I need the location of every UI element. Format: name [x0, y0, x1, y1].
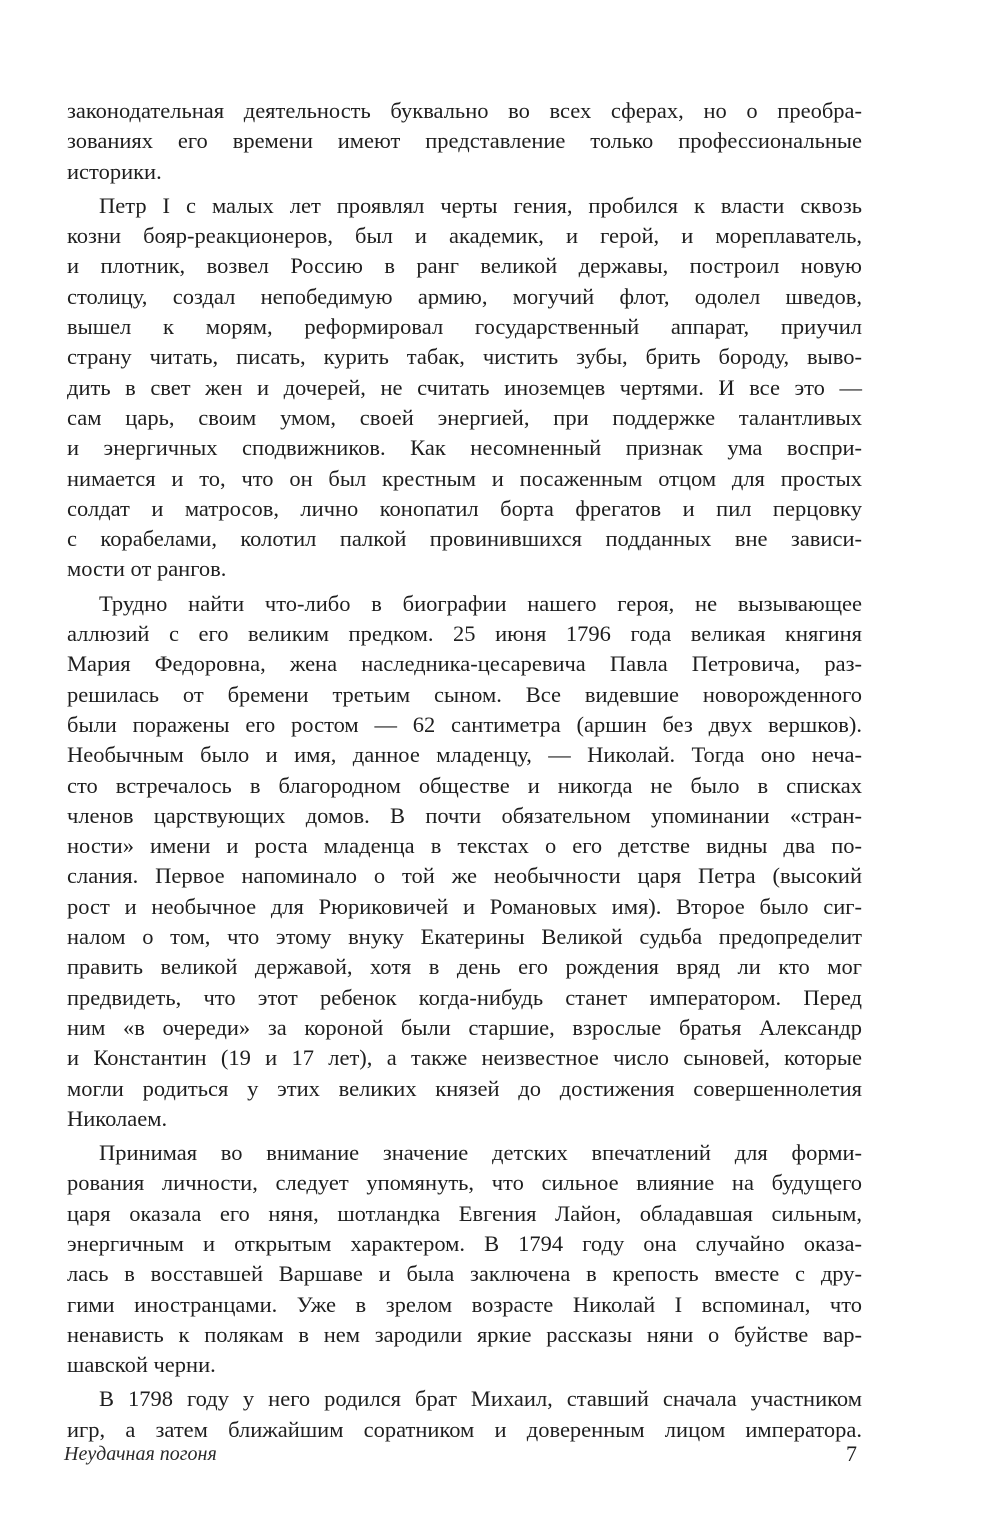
text-line: Мария Федоровна, жена наследника-цесаревича Павла Петровича, раз- — [67, 651, 862, 677]
running-title: Неудачная погоня — [64, 1443, 217, 1465]
text-line: ности» имени и роста младенца в текстах о его детстве видны два по- — [67, 833, 862, 859]
text-line: козни бояр-реакционеров, был и академик, и герой, и мореплаватель, — [67, 223, 862, 249]
text-line: гими иностранцами. Уже в зрелом возрасте Николай I вспоминал, что — [67, 1291, 862, 1317]
text-line: членов царствующих домов. В почти обязательном упоминании «стран- — [67, 802, 862, 828]
text-line: Принимая во внимание значение детских впечатлений для форми- — [99, 1140, 862, 1166]
text-line: налом о том, что этому внуку Екатерины Великой судьба предопределит — [67, 924, 862, 950]
text-line: были поражены его ростом — 62 сантиметра (аршин без двух вершков). — [67, 711, 862, 737]
text-line: слания. Первое напоминало о той же необычности царя Петра (высокий — [67, 863, 862, 889]
text-line: царя оказала его няня, шотландка Евгения Лайон, обладавшая сильным, — [67, 1200, 862, 1226]
text-line: и Константин (19 и 17 лет), а также неизвестное число сыновей, которые — [67, 1045, 862, 1071]
text-line: нимается и то, что он был крестным и посаженным отцом для простых — [67, 465, 862, 491]
text-line: Николаем. — [67, 1105, 168, 1131]
text-line: и энергичных сподвижников. Как несомненный признак ума воспри- — [67, 435, 862, 461]
text-line: зованиях его времени имеют представление только профессиональные — [67, 128, 862, 154]
text-line: дить в свет жен и дочерей, не считать иноземцев чертями. И все это — — [67, 374, 862, 400]
body-text — [67, 96, 862, 1445]
text-line: мости от рангов. — [67, 556, 227, 582]
text-line: предвидеть, что этот ребенок когда-нибудь станет императором. Перед — [67, 984, 862, 1010]
text-line: энергичным и открытым характером. В 1794 году она случайно оказа- — [67, 1230, 862, 1256]
text-line: столицу, создал непобедимую армию, могучий флот, одолел шведов, — [67, 283, 862, 309]
text-line: сто встречалось в благородном обществе и никогда не было в списках — [67, 772, 862, 798]
text-line: рования личности, следует упомянуть, что сильное влияние на будущего — [67, 1170, 862, 1196]
text-line: править великой державой, хотя в день его рождения вряд ли кто мог — [67, 954, 862, 980]
text-line: ним «в очереди» за короной были старшие, взрослые братья Александр — [67, 1014, 862, 1040]
text-line: Петр I с малых лет проявлял черты гения, пробился к власти сквозь — [99, 192, 862, 218]
text-line: вышел к морям, реформировал государственный аппарат, приучил — [67, 314, 862, 340]
page-number: 7 — [846, 1441, 857, 1466]
text-line: лась в восставшей Варшаве и была заключена в крепость вместе с дру- — [67, 1261, 862, 1287]
text-line: страну читать, писать, курить табак, чистить зубы, брить бороду, выво- — [67, 344, 862, 370]
text-line: солдат и матросов, лично конопатил борта фрегатов и пил перцовку — [67, 495, 862, 521]
text-line: Трудно найти что-либо в биографии нашего героя, не вызывающее — [99, 590, 862, 616]
text-line: Необычным было и имя, данное младенцу, — Николай. Тогда оно неча- — [67, 742, 862, 768]
text-line: законодательная деятельность буквально во всех сферах, но о преобра- — [67, 98, 862, 123]
text-line: игр, а затем ближайшим соратником и доверенным лицом императора. — [67, 1416, 862, 1442]
text-line: решилась от бремени третьим сыном. Все видевшие новорожденного — [67, 681, 862, 707]
text-line: аллюзий с его великим предком. 25 июня 1796 года великая княгиня — [67, 621, 862, 647]
text-line: ненависть к полякам в нем зародили яркие рассказы няни о буйстве вар- — [67, 1321, 862, 1347]
text-line: сам царь, своим умом, своей энергией, при поддержке талантливых — [67, 404, 862, 430]
text-line: историки. — [67, 158, 162, 184]
text-line: могли родиться у этих великих князей до достижения совершеннолетия — [67, 1075, 862, 1101]
text-line: рост и необычное для Рюриковичей и Романовых имя). Второе было сиг- — [67, 893, 862, 919]
text-line: и плотник, возвел Россию в ранг великой державы, построил новую — [67, 253, 862, 279]
text-line: шавской черни. — [67, 1352, 216, 1378]
text-line: с корабелами, колотил палкой провинившихся подданных вне зависи- — [67, 526, 862, 552]
text-line: В 1798 году у него родился брат Михаил, ставший сначала участником — [99, 1386, 862, 1412]
